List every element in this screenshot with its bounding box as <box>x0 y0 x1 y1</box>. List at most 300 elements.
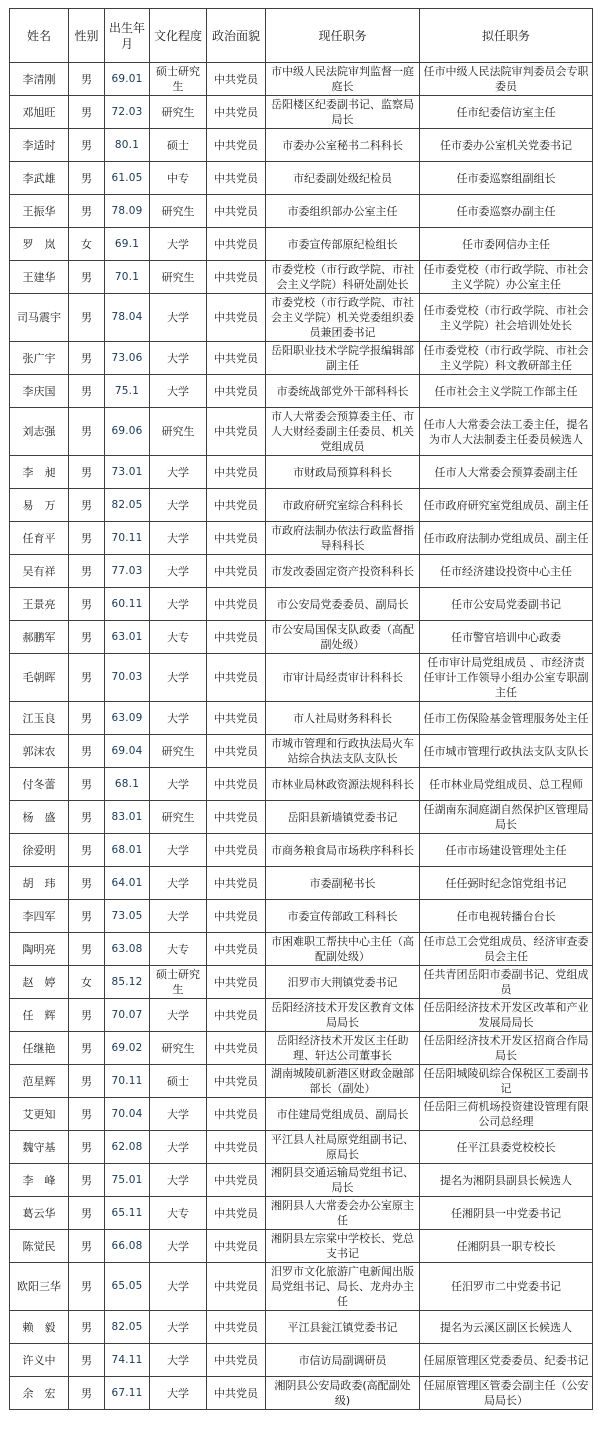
cell-name: 范星辉 <box>10 1065 69 1098</box>
table-row <box>10 294 593 342</box>
cell-birth-date: 68.1 <box>105 768 150 801</box>
cell-birth-date: 61.05 <box>105 162 150 195</box>
cell-proposed-position: 任市公安局党委副书记 <box>420 588 593 621</box>
cell-political-status: 中共党员 <box>207 621 266 654</box>
table-row <box>10 966 593 999</box>
cell-education: 中专 <box>150 162 207 195</box>
column-header-gender: 性别 <box>69 9 105 63</box>
cell-name: 易 万 <box>10 489 69 522</box>
cell-education: 大学 <box>150 768 207 801</box>
cell-gender: 男 <box>69 834 105 867</box>
cell-political-status: 中共党员 <box>207 1032 266 1065</box>
cell-name: 李庆国 <box>10 375 69 408</box>
cell-gender: 男 <box>69 294 105 342</box>
cell-birth-date: 66.08 <box>105 1230 150 1263</box>
table-row <box>10 162 593 195</box>
cell-gender: 女 <box>69 966 105 999</box>
table-row <box>10 999 593 1032</box>
cell-gender: 男 <box>69 1032 105 1065</box>
cell-name: 吴有祥 <box>10 555 69 588</box>
cell-current-position: 平江县瓮江镇党委书记 <box>266 1311 420 1344</box>
table-row <box>10 456 593 489</box>
cell-current-position: 市委党校（市行政学院、市社会主义学院）机关党委组织委员兼团委书记 <box>266 294 420 342</box>
cell-education: 大学 <box>150 867 207 900</box>
cell-political-status: 中共党员 <box>207 1131 266 1164</box>
cell-education: 大学 <box>150 1263 207 1311</box>
table-row <box>10 195 593 228</box>
cell-gender: 男 <box>69 735 105 768</box>
cell-name: 付冬蕾 <box>10 768 69 801</box>
cell-gender: 男 <box>69 261 105 294</box>
cell-proposed-position: 任市人大常委会法工委主任，提名为市人大法制委主任委员候选人 <box>420 408 593 456</box>
cell-gender: 男 <box>69 801 105 834</box>
table-row <box>10 96 593 129</box>
cell-political-status: 中共党员 <box>207 1164 266 1197</box>
cell-political-status: 中共党员 <box>207 1230 266 1263</box>
cell-education: 大专 <box>150 621 207 654</box>
cell-current-position: 市公安局党委委员、副局长 <box>266 588 420 621</box>
cell-proposed-position: 任岳阳经济技术开发区招商合作局局长 <box>420 1032 593 1065</box>
cell-political-status: 中共党员 <box>207 456 266 489</box>
cell-birth-date: 69.1 <box>105 228 150 261</box>
cell-political-status: 中共党员 <box>207 801 266 834</box>
cell-political-status: 中共党员 <box>207 162 266 195</box>
cell-proposed-position: 任市市场建设管理处主任 <box>420 834 593 867</box>
cell-education: 大学 <box>150 228 207 261</box>
cell-gender: 男 <box>69 1377 105 1410</box>
table-row <box>10 522 593 555</box>
cell-political-status: 中共党员 <box>207 900 266 933</box>
cell-birth-date: 77.03 <box>105 555 150 588</box>
cell-education: 大学 <box>150 294 207 342</box>
cell-education: 研究生 <box>150 735 207 768</box>
table-row <box>10 375 593 408</box>
cell-proposed-position: 任岳阳经济技术开发区改革和产业发展局局长 <box>420 999 593 1032</box>
cell-gender: 男 <box>69 162 105 195</box>
cell-political-status: 中共党员 <box>207 867 266 900</box>
cell-current-position: 汨罗市文化旅游广电新闻出版局党组书记、局长、龙舟办主任 <box>266 1263 420 1311</box>
cell-current-position: 市委党校（市行政学院、市社会主义学院）科研处副处长 <box>266 261 420 294</box>
cell-birth-date: 69.06 <box>105 408 150 456</box>
cell-political-status: 中共党员 <box>207 408 266 456</box>
column-header-political-status: 政治面貌 <box>207 9 266 63</box>
cell-birth-date: 72.03 <box>105 96 150 129</box>
cell-education: 大学 <box>150 1164 207 1197</box>
cell-gender: 男 <box>69 375 105 408</box>
cell-birth-date: 75.1 <box>105 375 150 408</box>
header-row <box>10 9 593 63</box>
cell-name: 赵 婷 <box>10 966 69 999</box>
cell-political-status: 中共党员 <box>207 702 266 735</box>
cell-birth-date: 73.01 <box>105 456 150 489</box>
cell-political-status: 中共党员 <box>207 375 266 408</box>
cell-gender: 男 <box>69 1065 105 1098</box>
cell-birth-date: 73.05 <box>105 900 150 933</box>
table-row <box>10 933 593 966</box>
cell-name: 许义中 <box>10 1344 69 1377</box>
table-row <box>10 867 593 900</box>
cell-name: 陶明亮 <box>10 933 69 966</box>
cell-gender: 男 <box>69 588 105 621</box>
table-row <box>10 129 593 162</box>
cell-gender: 男 <box>69 195 105 228</box>
cell-education: 研究生 <box>150 195 207 228</box>
cell-birth-date: 85.12 <box>105 966 150 999</box>
cell-birth-date: 65.11 <box>105 1197 150 1230</box>
cell-proposed-position: 任汨罗市二中党委书记 <box>420 1263 593 1311</box>
cell-name: 王振华 <box>10 195 69 228</box>
table-row <box>10 342 593 375</box>
cell-current-position: 湖南城陵矶新港区财政金融部部长（副处） <box>266 1065 420 1098</box>
cell-current-position: 市信访局副调研员 <box>266 1344 420 1377</box>
cell-current-position: 市中级人民法院审判监督一庭庭长 <box>266 63 420 96</box>
cell-education: 大学 <box>150 654 207 702</box>
cell-birth-date: 75.01 <box>105 1164 150 1197</box>
cell-education: 研究生 <box>150 408 207 456</box>
cell-proposed-position: 任市社会主义学院工作部主任 <box>420 375 593 408</box>
cell-gender: 女 <box>69 228 105 261</box>
cell-current-position: 市住建局党组成员、副局长 <box>266 1098 420 1131</box>
cell-name: 邓旭旺 <box>10 96 69 129</box>
cell-birth-date: 68.01 <box>105 834 150 867</box>
cell-current-position: 汨罗市大荆镇党委书记 <box>266 966 420 999</box>
cell-current-position: 市财政局预算科科长 <box>266 456 420 489</box>
cell-education: 研究生 <box>150 801 207 834</box>
cell-gender: 男 <box>69 1311 105 1344</box>
cell-name: 徐爱明 <box>10 834 69 867</box>
cell-political-status: 中共党员 <box>207 342 266 375</box>
cell-proposed-position: 任岳阳城陵矶综合保税区工委副书记 <box>420 1065 593 1098</box>
table-row <box>10 555 593 588</box>
cell-current-position: 湘阴县左宗棠中学校长、党总支书记 <box>266 1230 420 1263</box>
cell-political-status: 中共党员 <box>207 261 266 294</box>
cell-name: 艾更知 <box>10 1098 69 1131</box>
cell-birth-date: 70.07 <box>105 999 150 1032</box>
cell-birth-date: 60.11 <box>105 588 150 621</box>
cell-gender: 男 <box>69 654 105 702</box>
cell-current-position: 市委组织部办公室主任 <box>266 195 420 228</box>
cell-gender: 男 <box>69 1164 105 1197</box>
table-row <box>10 900 593 933</box>
cell-current-position: 市审计局经责审计科科长 <box>266 654 420 702</box>
cell-gender: 男 <box>69 702 105 735</box>
cell-education: 大学 <box>150 702 207 735</box>
table-row <box>10 1131 593 1164</box>
cell-proposed-position: 任任弼时纪念馆党组书记 <box>420 867 593 900</box>
cell-birth-date: 80.1 <box>105 129 150 162</box>
cell-current-position: 市人社局财务科科长 <box>266 702 420 735</box>
cell-birth-date: 70.03 <box>105 654 150 702</box>
cell-political-status: 中共党员 <box>207 768 266 801</box>
cell-proposed-position: 任平江县委党校校长 <box>420 1131 593 1164</box>
cell-birth-date: 69.04 <box>105 735 150 768</box>
cell-birth-date: 70.1 <box>105 261 150 294</box>
cell-gender: 男 <box>69 1197 105 1230</box>
cell-political-status: 中共党员 <box>207 735 266 768</box>
cell-current-position: 湘阴县交通运输局党组书记、局长 <box>266 1164 420 1197</box>
cell-proposed-position: 任湘阴县一中党委书记 <box>420 1197 593 1230</box>
cell-education: 大学 <box>150 1230 207 1263</box>
cell-proposed-position: 任市纪委信访室主任 <box>420 96 593 129</box>
cell-education: 大学 <box>150 1131 207 1164</box>
cell-education: 硕士 <box>150 129 207 162</box>
cell-political-status: 中共党员 <box>207 1377 266 1410</box>
cell-current-position: 市委统战部党外干部科科长 <box>266 375 420 408</box>
cell-proposed-position: 任市委巡察组副组长 <box>420 162 593 195</box>
cell-political-status: 中共党员 <box>207 129 266 162</box>
cell-name: 任继艳 <box>10 1032 69 1065</box>
column-header-current-position: 现任职务 <box>266 9 420 63</box>
column-header-proposed-position: 拟任职务 <box>420 9 593 63</box>
table-row <box>10 702 593 735</box>
cell-current-position: 市纪委副处级纪检员 <box>266 162 420 195</box>
cell-education: 大学 <box>150 522 207 555</box>
cell-political-status: 中共党员 <box>207 522 266 555</box>
cell-gender: 男 <box>69 621 105 654</box>
cell-name: 任育平 <box>10 522 69 555</box>
cell-proposed-position: 任市总工会党组成员、经济审查委员会主任 <box>420 933 593 966</box>
cell-gender: 男 <box>69 456 105 489</box>
cell-name: 司马震宇 <box>10 294 69 342</box>
cell-political-status: 中共党员 <box>207 834 266 867</box>
cell-name: 刘志强 <box>10 408 69 456</box>
cell-proposed-position: 任市委党校（市行政学院、市社会主义学院）科文教研部主任 <box>420 342 593 375</box>
table-row <box>10 408 593 456</box>
cell-political-status: 中共党员 <box>207 195 266 228</box>
cell-name: 李 峰 <box>10 1164 69 1197</box>
column-header-education: 文化程度 <box>150 9 207 63</box>
table-row <box>10 834 593 867</box>
cell-name: 王景亮 <box>10 588 69 621</box>
cell-gender: 男 <box>69 522 105 555</box>
cell-birth-date: 78.09 <box>105 195 150 228</box>
table-row <box>10 261 593 294</box>
table-row <box>10 228 593 261</box>
cell-political-status: 中共党员 <box>207 294 266 342</box>
cell-current-position: 岳阳职业技术学院学报编辑部副主任 <box>266 342 420 375</box>
cell-proposed-position: 任屈原管理区党委委员、纪委书记 <box>420 1344 593 1377</box>
cell-political-status: 中共党员 <box>207 1098 266 1131</box>
cell-current-position: 市政府研究室综合科科长 <box>266 489 420 522</box>
cell-education: 研究生 <box>150 96 207 129</box>
cell-education: 大专 <box>150 1197 207 1230</box>
cell-birth-date: 83.01 <box>105 801 150 834</box>
cell-current-position: 岳阳经济技术开发区主任助理、轩达公司董事长 <box>266 1032 420 1065</box>
cell-birth-date: 63.08 <box>105 933 150 966</box>
cell-political-status: 中共党员 <box>207 555 266 588</box>
table-row <box>10 1197 593 1230</box>
cell-name: 胡 玮 <box>10 867 69 900</box>
cell-education: 硕士研究生 <box>150 966 207 999</box>
cell-education: 大学 <box>150 456 207 489</box>
cell-proposed-position: 任共青团岳阳市委副书记、党组成员 <box>420 966 593 999</box>
cell-political-status: 中共党员 <box>207 999 266 1032</box>
cell-education: 大学 <box>150 900 207 933</box>
cell-gender: 男 <box>69 96 105 129</box>
cell-birth-date: 73.06 <box>105 342 150 375</box>
cell-education: 大学 <box>150 375 207 408</box>
cell-name: 李清刚 <box>10 63 69 96</box>
cell-name: 李武雄 <box>10 162 69 195</box>
cell-proposed-position: 任市委办公室机关党委书记 <box>420 129 593 162</box>
cell-gender: 男 <box>69 1131 105 1164</box>
table-row <box>10 1311 593 1344</box>
cell-birth-date: 63.01 <box>105 621 150 654</box>
cell-gender: 男 <box>69 63 105 96</box>
cell-education: 硕士 <box>150 1065 207 1098</box>
cell-current-position: 市商务粮食局市场秩序科科长 <box>266 834 420 867</box>
cell-current-position: 湘阴县人大常委会办公室原主任 <box>266 1197 420 1230</box>
cell-birth-date: 70.11 <box>105 522 150 555</box>
cell-gender: 男 <box>69 867 105 900</box>
cell-current-position: 市人大常委会预算委主任、市人大财经委副主任委员、机关党组成员 <box>266 408 420 456</box>
cell-name: 江玉良 <box>10 702 69 735</box>
column-header-birth-date: 出生年月 <box>105 9 150 63</box>
cell-education: 大专 <box>150 933 207 966</box>
cell-proposed-position: 任屈原管理区管委会副主任（公安局局长） <box>420 1377 593 1410</box>
cell-current-position: 平江县人社局原党组副书记、原局长 <box>266 1131 420 1164</box>
cell-proposed-position: 任市警官培训中心政委 <box>420 621 593 654</box>
cell-birth-date: 70.11 <box>105 1065 150 1098</box>
cell-political-status: 中共党员 <box>207 96 266 129</box>
cell-political-status: 中共党员 <box>207 63 266 96</box>
cell-proposed-position: 任市城市管理行政执法支队支队长 <box>420 735 593 768</box>
cell-birth-date: 69.01 <box>105 63 150 96</box>
cell-education: 大学 <box>150 342 207 375</box>
cell-education: 大学 <box>150 489 207 522</box>
cell-proposed-position: 任市政府研究室党组成员、副主任 <box>420 489 593 522</box>
cell-gender: 男 <box>69 555 105 588</box>
table-row <box>10 1377 593 1410</box>
cell-name: 李 昶 <box>10 456 69 489</box>
cell-name: 王建华 <box>10 261 69 294</box>
cell-current-position: 岳阳楼区纪委副书记、监察局局长 <box>266 96 420 129</box>
cell-education: 硕士研究生 <box>150 63 207 96</box>
cell-name: 欧阳三华 <box>10 1263 69 1311</box>
cell-name: 张广宇 <box>10 342 69 375</box>
cell-proposed-position: 提名为云溪区副区长候选人 <box>420 1311 593 1344</box>
cell-education: 大学 <box>150 1344 207 1377</box>
column-header-name: 姓名 <box>10 9 69 63</box>
cell-birth-date: 64.01 <box>105 867 150 900</box>
cell-gender: 男 <box>69 129 105 162</box>
cell-gender: 男 <box>69 1098 105 1131</box>
cell-gender: 男 <box>69 1263 105 1311</box>
cell-education: 研究生 <box>150 1032 207 1065</box>
cell-name: 郭沫农 <box>10 735 69 768</box>
table-row <box>10 1164 593 1197</box>
cell-name: 赖 毅 <box>10 1311 69 1344</box>
cell-current-position: 岳阳县新墙镇党委书记 <box>266 801 420 834</box>
table-row <box>10 1230 593 1263</box>
cell-gender: 男 <box>69 1230 105 1263</box>
cell-gender: 男 <box>69 489 105 522</box>
appointment-roster-table <box>9 8 593 1410</box>
cell-birth-date: 82.05 <box>105 1311 150 1344</box>
cell-current-position: 市政府法制办依法行政监督指导科科长 <box>266 522 420 555</box>
cell-proposed-position: 任市经济建设投资中心主任 <box>420 555 593 588</box>
cell-gender: 男 <box>69 999 105 1032</box>
cell-political-status: 中共党员 <box>207 1197 266 1230</box>
table-row <box>10 768 593 801</box>
cell-name: 李四军 <box>10 900 69 933</box>
cell-political-status: 中共党员 <box>207 489 266 522</box>
table-row <box>10 588 593 621</box>
cell-current-position: 市委副秘书长 <box>266 867 420 900</box>
table-row <box>10 654 593 702</box>
cell-proposed-position: 任湖南东洞庭湖自然保护区管理局局长 <box>420 801 593 834</box>
cell-gender: 男 <box>69 1344 105 1377</box>
cell-name: 陈觉民 <box>10 1230 69 1263</box>
cell-proposed-position: 任市政府法制办党组成员、副主任 <box>420 522 593 555</box>
cell-proposed-position: 任市人大常委会预算委副主任 <box>420 456 593 489</box>
cell-name: 罗 岚 <box>10 228 69 261</box>
table-row <box>10 801 593 834</box>
cell-current-position: 市委宣传部原纪检组长 <box>266 228 420 261</box>
cell-current-position: 市林业局林政资源法规科科长 <box>266 768 420 801</box>
table-row <box>10 1032 593 1065</box>
cell-name: 郝鹏军 <box>10 621 69 654</box>
cell-name: 葛云华 <box>10 1197 69 1230</box>
cell-gender: 男 <box>69 408 105 456</box>
cell-education: 研究生 <box>150 261 207 294</box>
cell-education: 大学 <box>150 1377 207 1410</box>
cell-current-position: 市城市管理和行政执法局火车站综合执法支队支队长 <box>266 735 420 768</box>
cell-political-status: 中共党员 <box>207 588 266 621</box>
cell-proposed-position: 任岳阳三荷机场投资建设管理有限公司总经理 <box>420 1098 593 1131</box>
cell-proposed-position: 任市林业局党组成员、总工程师 <box>420 768 593 801</box>
cell-name: 魏守基 <box>10 1131 69 1164</box>
cell-current-position: 岳阳经济技术开发区教育文体局局长 <box>266 999 420 1032</box>
cell-birth-date: 63.09 <box>105 702 150 735</box>
cell-name: 毛朝晖 <box>10 654 69 702</box>
cell-education: 大学 <box>150 834 207 867</box>
cell-proposed-position: 任市委党校（市行政学院、市社会主义学院）社会培训处处长 <box>420 294 593 342</box>
table-row <box>10 735 593 768</box>
cell-proposed-position: 任市委网信办主任 <box>420 228 593 261</box>
cell-political-status: 中共党员 <box>207 1263 266 1311</box>
cell-education: 大学 <box>150 1311 207 1344</box>
cell-name: 李适时 <box>10 129 69 162</box>
table-row <box>10 1263 593 1311</box>
table-row <box>10 621 593 654</box>
cell-education: 大学 <box>150 588 207 621</box>
cell-gender: 男 <box>69 342 105 375</box>
table-row <box>10 1344 593 1377</box>
cell-political-status: 中共党员 <box>207 1065 266 1098</box>
cell-gender: 男 <box>69 900 105 933</box>
cell-political-status: 中共党员 <box>207 228 266 261</box>
cell-proposed-position: 任市工伤保险基金管理服务处主任 <box>420 702 593 735</box>
cell-education: 大学 <box>150 999 207 1032</box>
cell-gender: 男 <box>69 768 105 801</box>
cell-current-position: 市委宣传部政工科科长 <box>266 900 420 933</box>
cell-proposed-position: 任市电视转播台台长 <box>420 900 593 933</box>
cell-gender: 男 <box>69 933 105 966</box>
cell-name: 杨 盛 <box>10 801 69 834</box>
cell-political-status: 中共党员 <box>207 933 266 966</box>
cell-birth-date: 74.11 <box>105 1344 150 1377</box>
table-body <box>10 63 593 1410</box>
table-row <box>10 63 593 96</box>
cell-current-position: 市委办公室秘书二科科长 <box>266 129 420 162</box>
cell-proposed-position: 任市委党校（市行政学院、市社会主义学院）办公室主任 <box>420 261 593 294</box>
cell-birth-date: 65.05 <box>105 1263 150 1311</box>
cell-birth-date: 78.04 <box>105 294 150 342</box>
cell-current-position: 湘阴县公安局政委(高配副处级) <box>266 1377 420 1410</box>
cell-proposed-position: 任市委巡察办副主任 <box>420 195 593 228</box>
cell-political-status: 中共党员 <box>207 1311 266 1344</box>
